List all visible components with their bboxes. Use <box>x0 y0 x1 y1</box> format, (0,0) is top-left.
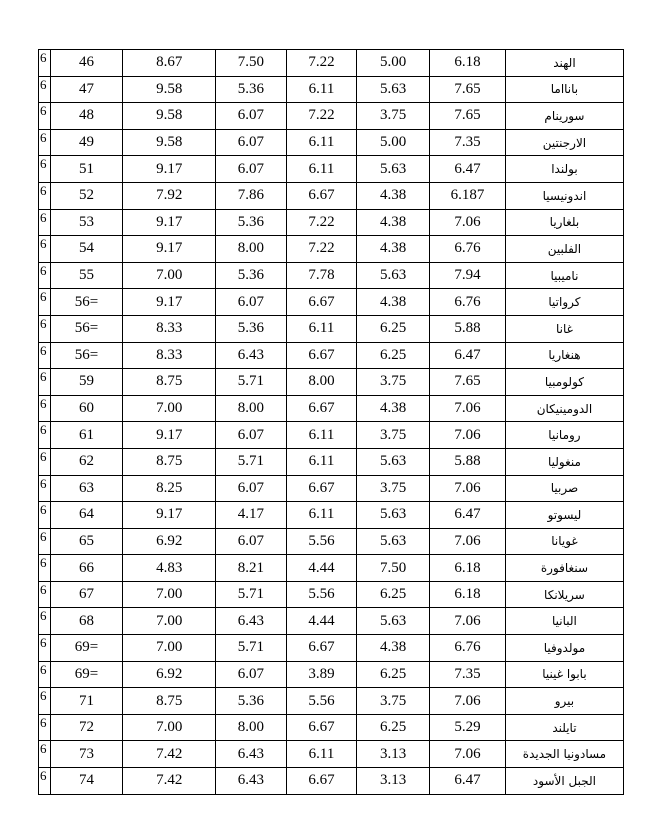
score-5-cell: 7.65 <box>430 369 506 396</box>
category-cell: 6 <box>39 422 51 449</box>
score-4-cell: 4.38 <box>357 289 430 316</box>
country-cell: ليسوتو <box>505 502 623 529</box>
score-2-cell: 4.17 <box>216 502 287 529</box>
category-cell: 6 <box>39 209 51 236</box>
category-cell: 6 <box>39 182 51 209</box>
table-row <box>39 475 624 502</box>
score-5-cell: 7.35 <box>430 129 506 156</box>
country-cell: صربيا <box>505 475 623 502</box>
score-5-cell: 6.76 <box>430 289 506 316</box>
table-row <box>39 236 624 263</box>
table-row <box>39 581 624 608</box>
score-2-cell: 6.43 <box>216 608 287 635</box>
country-cell: ناميبيا <box>505 262 623 289</box>
score-5-cell: 7.06 <box>430 688 506 715</box>
score-4-cell: 4.38 <box>357 395 430 422</box>
rank-cell: 62 <box>50 448 123 475</box>
score-3-cell: 6.67 <box>286 714 357 741</box>
rank-cell: 49 <box>50 129 123 156</box>
country-cell: رومانيا <box>505 422 623 449</box>
score-4-cell: 3.13 <box>357 741 430 768</box>
category-cell: 6 <box>39 688 51 715</box>
score-1-cell: 7.42 <box>123 768 216 795</box>
score-2-cell: 6.43 <box>216 741 287 768</box>
score-4-cell: 5.00 <box>357 129 430 156</box>
country-cell: بلغاريا <box>505 209 623 236</box>
score-4-cell: 3.13 <box>357 768 430 795</box>
score-3-cell: 3.89 <box>286 661 357 688</box>
score-2-cell: 6.07 <box>216 156 287 183</box>
score-4-cell: 3.75 <box>357 475 430 502</box>
score-4-cell: 5.63 <box>357 608 430 635</box>
score-2-cell: 5.36 <box>216 76 287 103</box>
category-cell: 6 <box>39 369 51 396</box>
category-cell: 6 <box>39 581 51 608</box>
rank-cell: 73 <box>50 741 123 768</box>
score-1-cell: 7.00 <box>123 395 216 422</box>
category-cell: 6 <box>39 661 51 688</box>
score-3-cell: 6.11 <box>286 502 357 529</box>
table-row <box>39 369 624 396</box>
score-2-cell: 6.07 <box>216 422 287 449</box>
score-5-cell: 7.06 <box>430 475 506 502</box>
country-cell: كولومبيا <box>505 369 623 396</box>
table-row <box>39 262 624 289</box>
score-4-cell: 4.38 <box>357 236 430 263</box>
score-4-cell: 3.75 <box>357 369 430 396</box>
score-3-cell: 7.22 <box>286 50 357 77</box>
score-3-cell: 6.67 <box>286 768 357 795</box>
score-3-cell: 5.56 <box>286 528 357 555</box>
country-cell: كرواتيا <box>505 289 623 316</box>
score-1-cell: 9.17 <box>123 209 216 236</box>
score-2-cell: 7.50 <box>216 50 287 77</box>
score-1-cell: 9.17 <box>123 236 216 263</box>
score-4-cell: 5.63 <box>357 448 430 475</box>
score-5-cell: 6.18 <box>430 555 506 582</box>
score-2-cell: 5.36 <box>216 688 287 715</box>
score-1-cell: 6.92 <box>123 528 216 555</box>
rank-cell: 47 <box>50 76 123 103</box>
category-cell: 6 <box>39 50 51 77</box>
country-cell: بولندا <box>505 156 623 183</box>
score-1-cell: 9.58 <box>123 103 216 130</box>
data-sheet <box>38 49 624 795</box>
rank-cell: 69= <box>50 635 123 662</box>
category-cell: 6 <box>39 635 51 662</box>
score-1-cell: 4.83 <box>123 555 216 582</box>
table-row <box>39 76 624 103</box>
score-2-cell: 8.00 <box>216 236 287 263</box>
score-2-cell: 5.36 <box>216 262 287 289</box>
score-3-cell: 4.44 <box>286 555 357 582</box>
table-row <box>39 129 624 156</box>
score-5-cell: 7.06 <box>430 741 506 768</box>
score-5-cell: 7.06 <box>430 528 506 555</box>
score-3-cell: 5.56 <box>286 688 357 715</box>
rank-cell: 46 <box>50 50 123 77</box>
rank-cell: 65 <box>50 528 123 555</box>
country-cell: سريلانكا <box>505 581 623 608</box>
score-5-cell: 7.65 <box>430 76 506 103</box>
score-2-cell: 6.07 <box>216 103 287 130</box>
score-4-cell: 7.50 <box>357 555 430 582</box>
table-row <box>39 714 624 741</box>
table-row <box>39 289 624 316</box>
score-5-cell: 6.47 <box>430 342 506 369</box>
score-1-cell: 9.17 <box>123 289 216 316</box>
score-5-cell: 6.18 <box>430 581 506 608</box>
table-row <box>39 395 624 422</box>
country-cell: البانيا <box>505 608 623 635</box>
score-3-cell: 8.00 <box>286 369 357 396</box>
category-cell: 6 <box>39 395 51 422</box>
score-1-cell: 7.00 <box>123 608 216 635</box>
score-1-cell: 9.17 <box>123 502 216 529</box>
score-5-cell: 6.187 <box>430 182 506 209</box>
country-cell: بانااما <box>505 76 623 103</box>
rank-cell: 63 <box>50 475 123 502</box>
rank-cell: 60 <box>50 395 123 422</box>
rank-cell: 69= <box>50 661 123 688</box>
category-cell: 6 <box>39 608 51 635</box>
score-4-cell: 5.63 <box>357 156 430 183</box>
country-cell: الجبل الأسود <box>505 768 623 795</box>
score-4-cell: 6.25 <box>357 342 430 369</box>
score-5-cell: 5.88 <box>430 315 506 342</box>
score-3-cell: 6.67 <box>286 342 357 369</box>
score-3-cell: 6.67 <box>286 475 357 502</box>
table-row <box>39 555 624 582</box>
table-row <box>39 342 624 369</box>
score-5-cell: 6.18 <box>430 50 506 77</box>
score-1-cell: 8.67 <box>123 50 216 77</box>
score-1-cell: 6.92 <box>123 661 216 688</box>
table-row <box>39 50 624 77</box>
score-2-cell: 5.71 <box>216 581 287 608</box>
score-5-cell: 7.94 <box>430 262 506 289</box>
score-5-cell: 5.29 <box>430 714 506 741</box>
score-3-cell: 7.22 <box>286 236 357 263</box>
rank-cell: 61 <box>50 422 123 449</box>
score-2-cell: 8.00 <box>216 714 287 741</box>
country-cell: الارجنتين <box>505 129 623 156</box>
score-2-cell: 6.43 <box>216 768 287 795</box>
score-4-cell: 6.25 <box>357 315 430 342</box>
country-cell: الدومينيكان <box>505 395 623 422</box>
category-cell: 6 <box>39 555 51 582</box>
score-2-cell: 7.86 <box>216 182 287 209</box>
score-1-cell: 8.75 <box>123 369 216 396</box>
score-2-cell: 6.07 <box>216 475 287 502</box>
rank-cell: 48 <box>50 103 123 130</box>
score-3-cell: 7.78 <box>286 262 357 289</box>
score-4-cell: 5.63 <box>357 76 430 103</box>
score-4-cell: 3.75 <box>357 422 430 449</box>
rank-cell: 72 <box>50 714 123 741</box>
category-cell: 6 <box>39 448 51 475</box>
category-cell: 6 <box>39 236 51 263</box>
table-row <box>39 315 624 342</box>
score-3-cell: 6.67 <box>286 289 357 316</box>
score-2-cell: 5.71 <box>216 369 287 396</box>
category-cell: 6 <box>39 528 51 555</box>
score-2-cell: 5.71 <box>216 635 287 662</box>
score-1-cell: 8.25 <box>123 475 216 502</box>
table-row <box>39 768 624 795</box>
category-cell: 6 <box>39 741 51 768</box>
country-cell: مولدوفيا <box>505 635 623 662</box>
score-3-cell: 7.22 <box>286 209 357 236</box>
score-4-cell: 4.38 <box>357 182 430 209</box>
score-4-cell: 5.63 <box>357 262 430 289</box>
country-cell: هنغاريا <box>505 342 623 369</box>
table-row <box>39 741 624 768</box>
score-4-cell: 4.38 <box>357 635 430 662</box>
score-2-cell: 6.07 <box>216 661 287 688</box>
table-row <box>39 688 624 715</box>
score-2-cell: 5.36 <box>216 209 287 236</box>
score-4-cell: 3.75 <box>357 688 430 715</box>
table-row <box>39 422 624 449</box>
category-cell: 6 <box>39 129 51 156</box>
score-1-cell: 8.75 <box>123 688 216 715</box>
score-5-cell: 7.06 <box>430 422 506 449</box>
score-5-cell: 7.06 <box>430 608 506 635</box>
score-3-cell: 6.11 <box>286 315 357 342</box>
score-1-cell: 7.42 <box>123 741 216 768</box>
rank-cell: 64 <box>50 502 123 529</box>
score-1-cell: 7.00 <box>123 714 216 741</box>
score-2-cell: 6.43 <box>216 342 287 369</box>
score-5-cell: 6.76 <box>430 236 506 263</box>
category-cell: 6 <box>39 342 51 369</box>
category-cell: 6 <box>39 76 51 103</box>
category-cell: 6 <box>39 156 51 183</box>
score-1-cell: 9.58 <box>123 76 216 103</box>
rank-cell: 51 <box>50 156 123 183</box>
score-5-cell: 7.65 <box>430 103 506 130</box>
score-4-cell: 6.25 <box>357 714 430 741</box>
rank-cell: 53 <box>50 209 123 236</box>
country-cell: اندونيسيا <box>505 182 623 209</box>
rank-cell: 56= <box>50 315 123 342</box>
score-3-cell: 6.11 <box>286 156 357 183</box>
country-cell: غويانا <box>505 528 623 555</box>
score-4-cell: 4.38 <box>357 209 430 236</box>
country-cell: بابوا غينيا <box>505 661 623 688</box>
score-5-cell: 7.35 <box>430 661 506 688</box>
score-1-cell: 7.00 <box>123 581 216 608</box>
score-1-cell: 9.17 <box>123 422 216 449</box>
score-3-cell: 6.11 <box>286 76 357 103</box>
score-5-cell: 7.06 <box>430 395 506 422</box>
score-4-cell: 6.25 <box>357 581 430 608</box>
country-cell: سورينام <box>505 103 623 130</box>
score-2-cell: 6.07 <box>216 528 287 555</box>
rank-cell: 68 <box>50 608 123 635</box>
category-cell: 6 <box>39 262 51 289</box>
score-3-cell: 6.11 <box>286 448 357 475</box>
score-5-cell: 6.47 <box>430 502 506 529</box>
score-1-cell: 7.92 <box>123 182 216 209</box>
score-5-cell: 6.76 <box>430 635 506 662</box>
score-1-cell: 8.75 <box>123 448 216 475</box>
score-3-cell: 6.11 <box>286 422 357 449</box>
table-row <box>39 182 624 209</box>
country-cell: سنغافورة <box>505 555 623 582</box>
rank-cell: 55 <box>50 262 123 289</box>
country-cell: الفلبين <box>505 236 623 263</box>
category-cell: 6 <box>39 315 51 342</box>
score-1-cell: 7.00 <box>123 262 216 289</box>
country-cell: بيرو <box>505 688 623 715</box>
table-row <box>39 608 624 635</box>
rank-cell: 56= <box>50 289 123 316</box>
country-cell: غانا <box>505 315 623 342</box>
score-2-cell: 6.07 <box>216 289 287 316</box>
category-cell: 6 <box>39 103 51 130</box>
rank-cell: 59 <box>50 369 123 396</box>
score-3-cell: 6.67 <box>286 182 357 209</box>
country-cell: منغوليا <box>505 448 623 475</box>
score-3-cell: 6.11 <box>286 129 357 156</box>
score-4-cell: 5.00 <box>357 50 430 77</box>
table-row <box>39 502 624 529</box>
table-row <box>39 448 624 475</box>
category-cell: 6 <box>39 475 51 502</box>
table-row <box>39 635 624 662</box>
score-1-cell: 7.00 <box>123 635 216 662</box>
rank-cell: 71 <box>50 688 123 715</box>
score-3-cell: 7.22 <box>286 103 357 130</box>
table-row <box>39 528 624 555</box>
rank-cell: 52 <box>50 182 123 209</box>
rank-cell: 56= <box>50 342 123 369</box>
score-1-cell: 8.33 <box>123 315 216 342</box>
score-5-cell: 6.47 <box>430 768 506 795</box>
score-2-cell: 8.21 <box>216 555 287 582</box>
category-cell: 6 <box>39 714 51 741</box>
rank-cell: 54 <box>50 236 123 263</box>
score-2-cell: 5.36 <box>216 315 287 342</box>
country-cell: مسادونيا الجديدة <box>505 741 623 768</box>
score-3-cell: 6.67 <box>286 395 357 422</box>
rank-cell: 74 <box>50 768 123 795</box>
score-4-cell: 6.25 <box>357 661 430 688</box>
category-cell: 6 <box>39 289 51 316</box>
country-cell: الهند <box>505 50 623 77</box>
score-1-cell: 9.58 <box>123 129 216 156</box>
score-5-cell: 7.06 <box>430 209 506 236</box>
score-4-cell: 3.75 <box>357 103 430 130</box>
score-4-cell: 5.63 <box>357 528 430 555</box>
score-3-cell: 6.67 <box>286 635 357 662</box>
table-row <box>39 103 624 130</box>
score-3-cell: 6.11 <box>286 741 357 768</box>
rank-cell: 66 <box>50 555 123 582</box>
table-row <box>39 661 624 688</box>
category-cell: 6 <box>39 502 51 529</box>
rank-cell: 67 <box>50 581 123 608</box>
country-cell: تايلند <box>505 714 623 741</box>
score-5-cell: 5.88 <box>430 448 506 475</box>
score-3-cell: 5.56 <box>286 581 357 608</box>
score-4-cell: 5.63 <box>357 502 430 529</box>
score-3-cell: 4.44 <box>286 608 357 635</box>
table-row <box>39 156 624 183</box>
table-row <box>39 209 624 236</box>
category-cell: 6 <box>39 768 51 795</box>
score-2-cell: 6.07 <box>216 129 287 156</box>
score-1-cell: 8.33 <box>123 342 216 369</box>
score-2-cell: 5.71 <box>216 448 287 475</box>
score-2-cell: 8.00 <box>216 395 287 422</box>
score-5-cell: 6.47 <box>430 156 506 183</box>
score-1-cell: 9.17 <box>123 156 216 183</box>
table-body <box>39 50 624 795</box>
country-scores-table <box>38 49 624 795</box>
